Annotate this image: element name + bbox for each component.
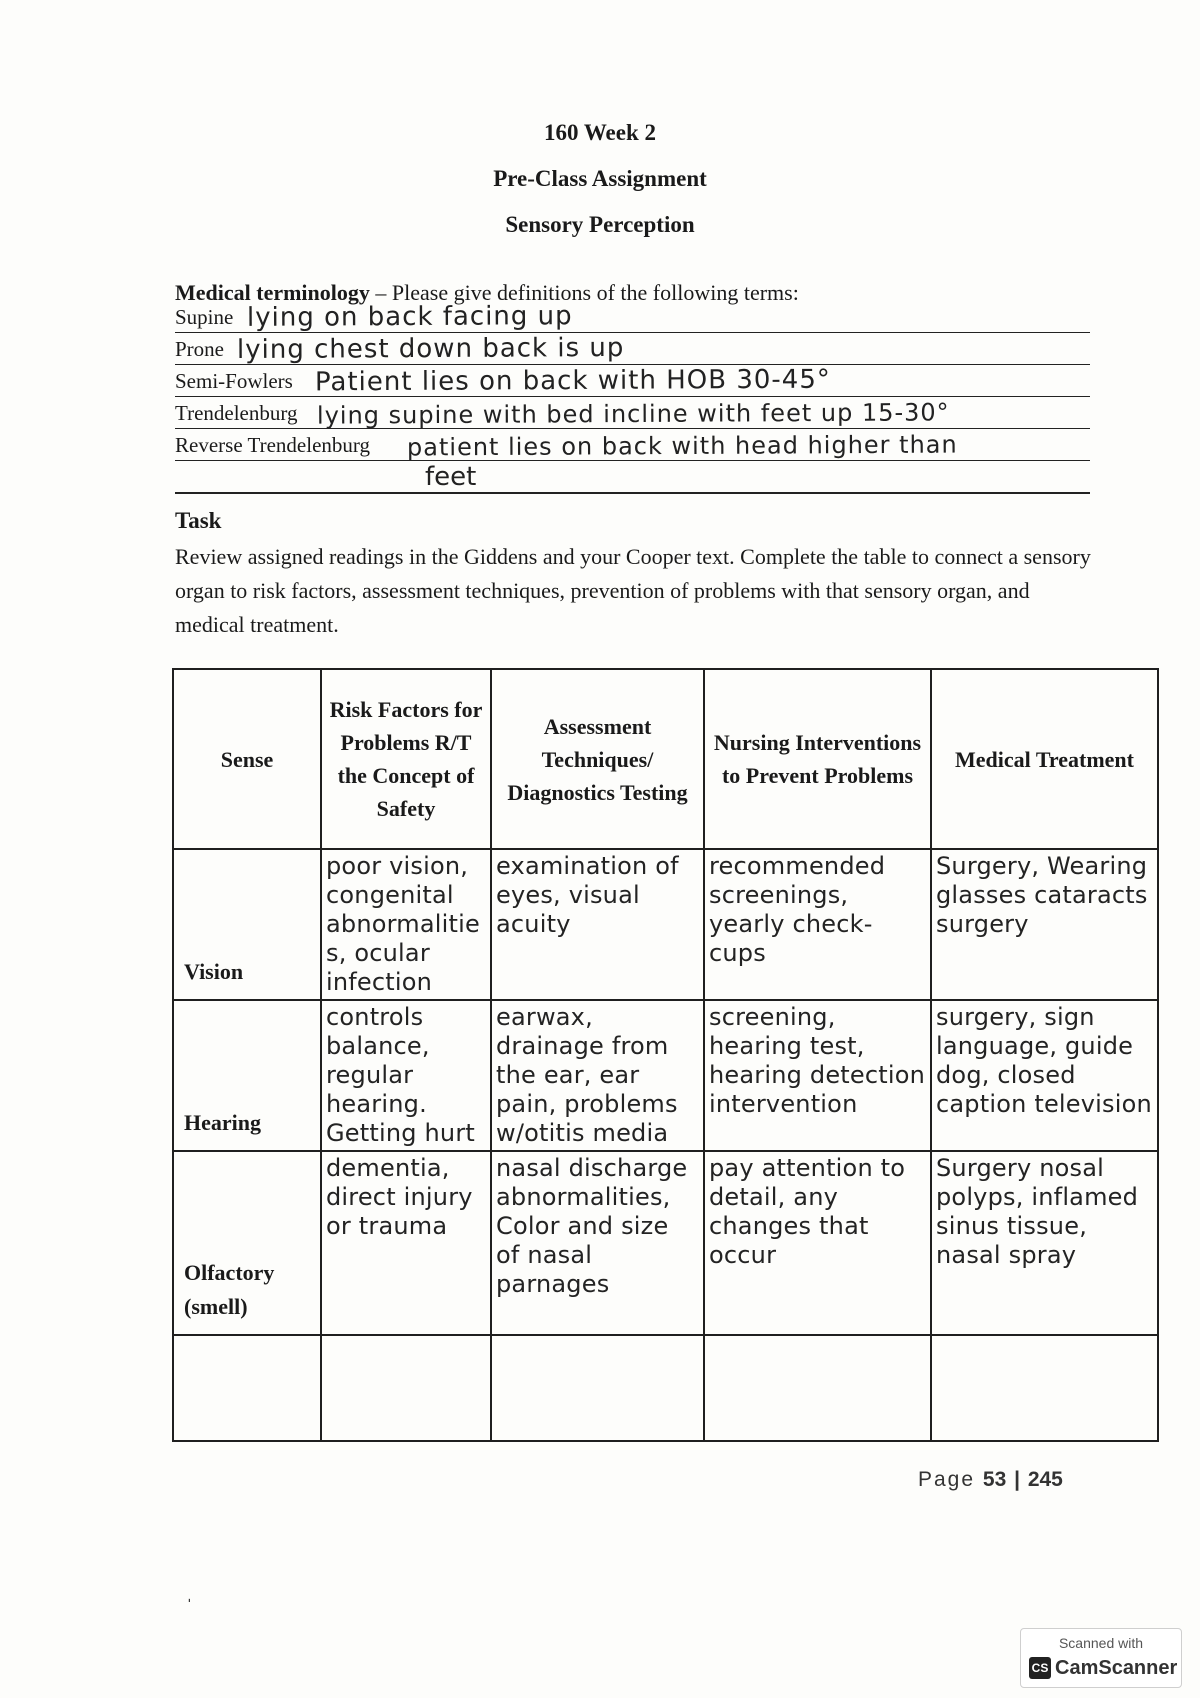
term-answer: patient lies on back with head higher than [406, 430, 958, 462]
sense-cell: Olfactory (smell) [173, 1151, 321, 1335]
term-prone [175, 332, 1090, 365]
scanner-brand-text: CamScanner [1055, 1657, 1178, 1679]
nursing-cell: recommended screenings, yearly check-cups [704, 849, 931, 1000]
sense-cell: Vision [173, 849, 321, 1000]
scanner-small-text: Scanned with [1058, 1635, 1144, 1651]
nursing-cell: pay attention to detail, any changes that occur [704, 1151, 931, 1335]
table-row [173, 1000, 1158, 1151]
terminology-intro-bold: Medical terminology [175, 280, 370, 305]
term-label: Prone [175, 337, 224, 361]
risk-cell: dementia, direct injury or trauma [321, 1151, 491, 1335]
term-reverse-trendelenburg [175, 428, 1090, 461]
term-answer: lying on back facing up [246, 301, 573, 333]
term-semi-fowlers [175, 364, 1090, 397]
table-row [173, 1151, 1158, 1335]
term-reverse-trendelenburg-cont [175, 462, 1090, 494]
sense-table [172, 668, 1159, 1442]
header-medical-treatment: Medical Treatment [931, 669, 1158, 849]
page-label: Page [918, 1468, 976, 1491]
scanner-watermark [1020, 1628, 1182, 1688]
term-answer: lying supine with bed incline with feet up 15-30° [316, 398, 950, 430]
header-sense: Sense [173, 669, 321, 849]
assessment-cell: earwax, drainage from the ear, ear pain, problems w/otitis media [491, 1000, 704, 1151]
sense-cell: Hearing [173, 1000, 321, 1151]
header-topic: Sensory Perception [505, 212, 695, 237]
page-current: 53 [982, 1468, 1007, 1491]
assessment-cell [491, 1335, 704, 1441]
nursing-cell: screening, hearing test, hearing detection intervention [704, 1000, 931, 1151]
header-week: 160 Week 2 [543, 120, 657, 145]
term-answer-continued: feet [425, 462, 477, 492]
risk-cell: controls balance, regular hearing. Getting hurt [321, 1000, 491, 1151]
page-number [918, 1468, 1063, 1492]
header-assessment: Assessment Techniques/ Diagnostics Testing [491, 669, 704, 849]
terminology-intro-rest: – Please give definitions of the following terms: [369, 280, 799, 305]
page-total: 245 [1027, 1468, 1063, 1491]
assessment-cell: examination of eyes, visual acuity [491, 849, 704, 1000]
medical-cell: surgery, sign language, guide dog, closed caption television [931, 1000, 1158, 1151]
camscanner-logo-icon: CS [1029, 1657, 1051, 1679]
header-risk-factors: Risk Factors for Problems R/T the Concept of Safety [321, 669, 491, 849]
sense-cell [173, 1335, 321, 1441]
term-label: Semi-Fowlers [175, 369, 293, 393]
table-header-row [173, 669, 1158, 849]
scanner-brand [1029, 1657, 1177, 1680]
table-row-empty [173, 1335, 1158, 1441]
risk-cell [321, 1335, 491, 1441]
term-supine [175, 300, 1090, 333]
term-answer: lying chest down back is up [236, 332, 625, 366]
task-title: Task [175, 508, 222, 533]
stray-mark: ˈ [186, 1596, 193, 1618]
term-trendelenburg [175, 396, 1090, 429]
table-row [173, 849, 1158, 1000]
risk-cell: poor vision, congenital abnormalities, ocular infection [321, 849, 491, 1000]
nursing-cell [704, 1335, 931, 1441]
term-answer: Patient lies on back with HOB 30-45° [314, 364, 831, 398]
page-separator: | [1014, 1468, 1020, 1491]
task-text: Review assigned readings in the Giddens and your Cooper text. Complete the table to connect a sensory organ to risk factors, assessment techniques, prevention of problems with that sensory organ, and medical treatment. [175, 544, 1091, 637]
term-label: Supine [175, 305, 234, 329]
medical-cell: Surgery, Wearing glasses cataracts surgery [931, 849, 1158, 1000]
term-label: Reverse Trendelenburg [175, 433, 370, 457]
medical-cell: Surgery nosal polyps, inflamed sinus tissue, nasal spray [931, 1151, 1158, 1335]
header-nursing-interventions: Nursing Interventions to Prevent Problems [704, 669, 931, 849]
term-label: Trendelenburg [175, 401, 298, 425]
medical-cell [931, 1335, 1158, 1441]
assessment-cell: nasal discharge abnormalities, Color and size of nasal parnages [491, 1151, 704, 1335]
header-assignment: Pre-Class Assignment [493, 166, 707, 191]
